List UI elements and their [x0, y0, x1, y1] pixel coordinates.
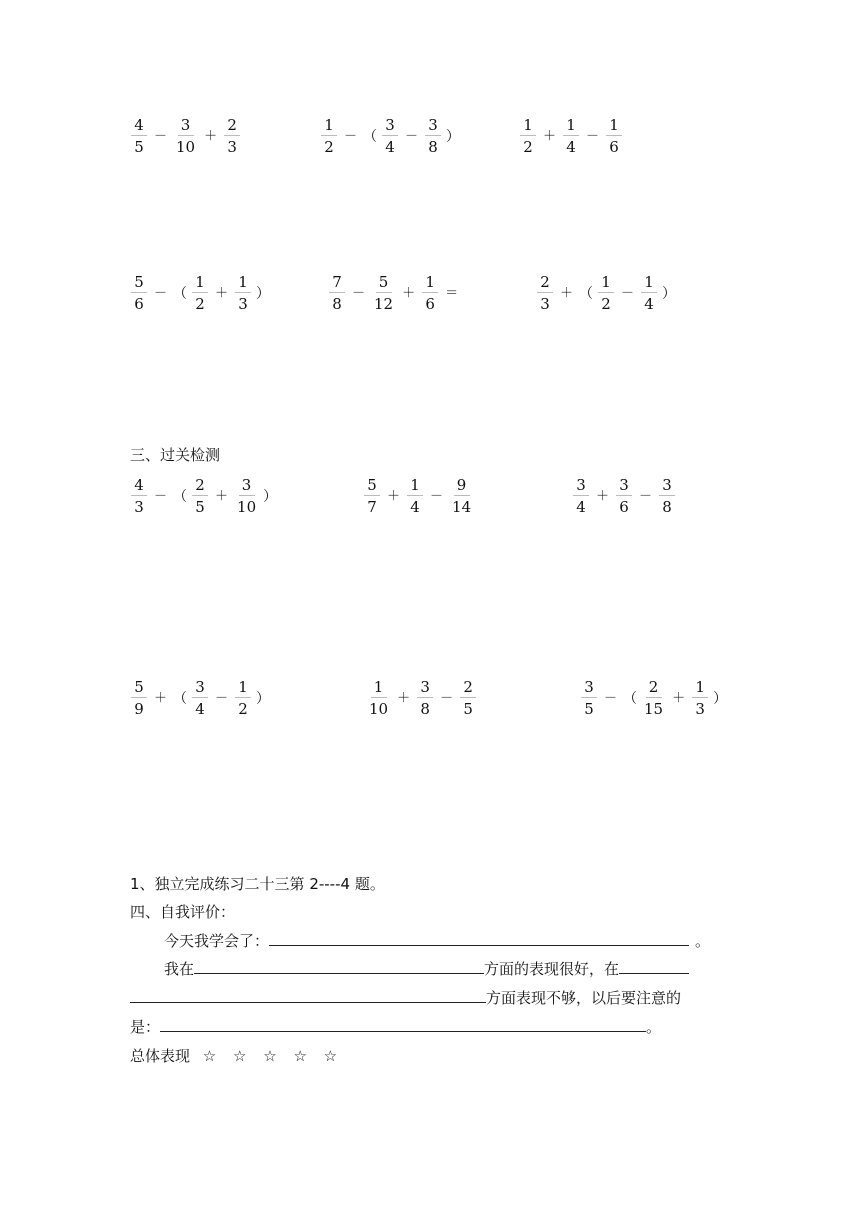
eval-line-4-prefix: 是：	[130, 1018, 161, 1036]
fraction	[382, 118, 398, 155]
denominator: 14	[452, 498, 472, 516]
numerator: 1	[422, 275, 438, 293]
exercise-3-2-1	[128, 680, 272, 717]
fraction	[450, 478, 473, 515]
fraction	[321, 118, 337, 155]
denominator: 4	[195, 700, 205, 718]
denominator: 9	[134, 700, 144, 718]
denominator: 6	[609, 138, 619, 156]
fraction	[192, 680, 208, 717]
operator: －	[440, 691, 454, 706]
operator: －	[586, 129, 600, 144]
attention-blank[interactable]	[160, 1016, 646, 1032]
denominator: 5	[195, 498, 205, 516]
numerator: 1	[407, 478, 423, 496]
fraction	[131, 478, 147, 515]
numerator: 3	[192, 680, 208, 698]
numerator: 2	[460, 680, 476, 698]
denominator: 12	[374, 295, 394, 313]
numerator: 3	[417, 680, 433, 698]
denominator: 5	[463, 700, 473, 718]
fraction	[235, 275, 251, 312]
overall-performance	[130, 1045, 343, 1066]
fraction	[131, 680, 147, 717]
overall-label: 总体表现	[130, 1047, 191, 1065]
numerator: 3	[581, 680, 597, 698]
fraction	[642, 680, 665, 717]
numerator: 3	[616, 478, 632, 496]
denominator: 4	[566, 138, 576, 156]
fraction	[573, 478, 589, 515]
eval-line-2	[164, 958, 689, 979]
fraction	[174, 118, 197, 155]
numerator: 9	[454, 478, 470, 496]
eval-line-2-prefix: 我在	[164, 960, 195, 978]
denominator: 10	[176, 138, 196, 156]
numerator: 1	[598, 275, 614, 293]
numerator: 3	[178, 118, 194, 136]
operator: －	[352, 286, 366, 301]
operator: ＋	[596, 489, 610, 504]
fraction	[581, 680, 597, 717]
denominator: 5	[584, 700, 594, 718]
denominator: 6	[619, 498, 629, 516]
denominator: 10	[237, 498, 257, 516]
numerator: 2	[537, 275, 553, 293]
numerator: 1	[321, 118, 337, 136]
fraction	[659, 478, 675, 515]
eval-line-2-mid: 方面的表现很好，在	[484, 960, 620, 978]
denominator: 4	[576, 498, 586, 516]
numerator: 1	[520, 118, 536, 136]
fraction	[598, 275, 614, 312]
operator: ＋	[543, 129, 557, 144]
fraction	[192, 478, 208, 515]
denominator: 2	[324, 138, 334, 156]
operator: －	[154, 129, 168, 144]
numerator: 1	[606, 118, 622, 136]
numerator: 1	[692, 680, 708, 698]
parenthesis: （	[363, 128, 378, 145]
operator: ＋	[397, 691, 411, 706]
operator: －	[405, 129, 419, 144]
parenthesis: ）	[263, 488, 278, 505]
fraction	[692, 680, 708, 717]
denominator: 6	[134, 295, 144, 313]
operator: －	[430, 489, 444, 504]
numerator: 2	[192, 478, 208, 496]
operator: ＋	[204, 129, 218, 144]
eval-line-3	[130, 987, 681, 1008]
numerator: 5	[364, 478, 380, 496]
denominator: 4	[644, 295, 654, 313]
operator: ＋	[672, 691, 686, 706]
denominator: 3	[134, 498, 144, 516]
fraction	[372, 275, 395, 312]
eval-line-4	[130, 1016, 661, 1037]
operator: －	[154, 489, 168, 504]
exercise-2-2-1	[128, 275, 272, 312]
fraction	[417, 680, 433, 717]
fraction	[563, 118, 579, 155]
numerator: 5	[376, 275, 392, 293]
operator: －	[621, 286, 635, 301]
operator: －	[639, 489, 653, 504]
operator: ＝	[445, 286, 459, 301]
numerator: 1	[563, 118, 579, 136]
fraction	[537, 275, 553, 312]
denominator: 6	[425, 295, 435, 313]
fraction	[192, 275, 208, 312]
weak-aspect-blank-b[interactable]	[130, 987, 486, 1003]
numerator: 2	[646, 680, 662, 698]
numerator: 1	[192, 275, 208, 293]
fraction	[606, 118, 622, 155]
eval-line-1-prefix: 今天我学会了：	[164, 932, 270, 950]
numerator: 3	[659, 478, 675, 496]
fraction	[422, 275, 438, 312]
weak-aspect-blank-a[interactable]	[619, 958, 689, 974]
operator: ＋	[154, 691, 168, 706]
parenthesis: （	[173, 488, 188, 505]
operator: －	[154, 286, 168, 301]
numerator: 3	[239, 478, 255, 496]
denominator: 2	[523, 138, 533, 156]
denominator: 5	[134, 138, 144, 156]
numerator: 4	[131, 118, 147, 136]
exercise-2-1-1	[128, 118, 243, 155]
operator: ＋	[402, 286, 416, 301]
exercise-3-2-2	[364, 680, 479, 717]
exercise-2-1-2	[318, 118, 462, 155]
operator: ＋	[215, 489, 229, 504]
eval-line-3-mid: 方面表现不够，以后要注意的	[486, 989, 682, 1007]
denominator: 10	[369, 700, 389, 718]
denominator: 3	[238, 295, 248, 313]
parenthesis: ）	[256, 690, 271, 707]
numerator: 4	[131, 478, 147, 496]
fraction	[329, 275, 345, 312]
parenthesis: （	[173, 690, 188, 707]
fraction	[641, 275, 657, 312]
fraction	[407, 478, 423, 515]
fraction	[235, 680, 251, 717]
numerator: 3	[425, 118, 441, 136]
numerator: 1	[235, 275, 251, 293]
denominator: 7	[367, 498, 377, 516]
fraction	[425, 118, 441, 155]
denominator: 8	[428, 138, 438, 156]
denominator: 15	[644, 700, 664, 718]
parenthesis: ）	[713, 690, 728, 707]
numerator: 1	[371, 680, 387, 698]
fraction	[520, 118, 536, 155]
fraction	[235, 478, 258, 515]
section4-heading: 四、自我评价：	[130, 903, 236, 921]
parenthesis: ）	[662, 285, 677, 302]
fraction	[460, 680, 476, 717]
denominator: 2	[238, 700, 248, 718]
exercise-3-2-3	[578, 680, 729, 717]
denominator: 4	[385, 138, 395, 156]
fraction	[224, 118, 240, 155]
denominator: 8	[420, 700, 430, 718]
fraction	[367, 680, 390, 717]
eval-line-1-end: 。	[695, 932, 711, 950]
numerator: 1	[235, 680, 251, 698]
fraction	[131, 118, 147, 155]
denominator: 2	[601, 295, 611, 313]
section3-heading: 三、过关检测	[130, 446, 221, 464]
denominator: 4	[410, 498, 420, 516]
operator: ＋	[387, 489, 401, 504]
operator: －	[215, 691, 229, 706]
fraction	[131, 275, 147, 312]
eval-line-4-end: 。	[646, 1018, 662, 1036]
homework-line: 1、独立完成练习二十三第 2----4 题。	[130, 875, 385, 893]
operator: ＋	[560, 286, 574, 301]
numerator: 1	[641, 275, 657, 293]
numerator: 7	[329, 275, 345, 293]
fraction	[364, 478, 380, 515]
good-aspect-blank[interactable]	[194, 958, 484, 974]
eval-line-1	[164, 930, 710, 951]
numerator: 5	[131, 275, 147, 293]
denominator: 3	[540, 295, 550, 313]
parenthesis: （	[173, 285, 188, 302]
operator: －	[344, 129, 358, 144]
parenthesis: （	[623, 690, 638, 707]
denominator: 8	[332, 295, 342, 313]
exercise-3-1-1	[128, 478, 279, 515]
exercise-2-2-3	[534, 275, 678, 312]
learned-blank[interactable]	[269, 930, 689, 946]
numerator: 3	[573, 478, 589, 496]
exercise-3-1-2	[361, 478, 476, 515]
denominator: 2	[195, 295, 205, 313]
parenthesis: ）	[256, 285, 271, 302]
fraction	[616, 478, 632, 515]
numerator: 2	[224, 118, 240, 136]
operator: ＋	[215, 286, 229, 301]
operator: －	[604, 691, 618, 706]
exercise-2-1-3	[517, 118, 625, 155]
denominator: 3	[227, 138, 237, 156]
exercise-3-1-3	[570, 478, 678, 515]
denominator: 8	[662, 498, 672, 516]
numerator: 5	[131, 680, 147, 698]
numerator: 3	[382, 118, 398, 136]
parenthesis: （	[579, 285, 594, 302]
exercise-2-2-2	[326, 275, 462, 312]
star-rating[interactable]: ☆ ☆ ☆ ☆ ☆	[202, 1047, 344, 1065]
denominator: 3	[695, 700, 705, 718]
parenthesis: ）	[446, 128, 461, 145]
